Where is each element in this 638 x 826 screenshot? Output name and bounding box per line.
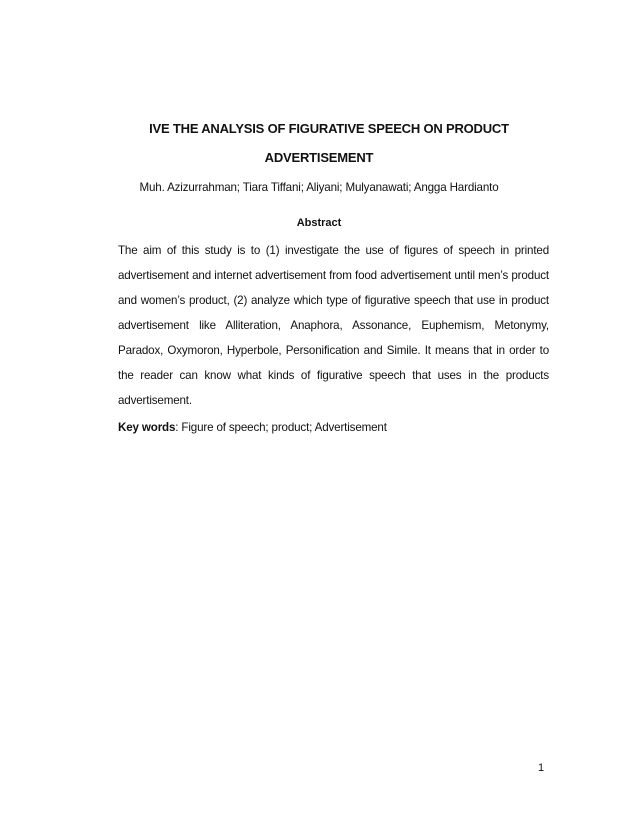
keywords-line <box>118 421 549 434</box>
paper-title-line-2: ADVERTISEMENT <box>264 150 374 165</box>
page-number: 1 <box>538 762 545 774</box>
keywords-label: Key words <box>118 421 176 434</box>
keywords-text: : Figure of speech; product; Advertisement <box>175 421 387 434</box>
abstract-heading: Abstract <box>296 217 342 229</box>
author-list: Muh. Azizurrahman; Tiara Tiffani; Aliyani; Mulyanawati; Angga Hardianto <box>139 181 499 194</box>
paper-title-line-1: IVE THE ANALYSIS OF FIGURATIVE SPEECH ON PRODUCT <box>149 121 509 136</box>
abstract-text: The aim of this study is to (1) investigate the use of figures of speech in printed advertisement and internet advertisement from food advertisement until men’s product and women’s product, (2) analyze which type of figurative speech that use in product advertisement like Alliteration, Anaphora, Assonance, Euphemism, Metonymy, Paradox, Oxymoron, Hyperbole, Personification and Simile. It means that in order to the reader can know what kinds of figurative speech that uses in the products advertisement. <box>118 244 549 407</box>
